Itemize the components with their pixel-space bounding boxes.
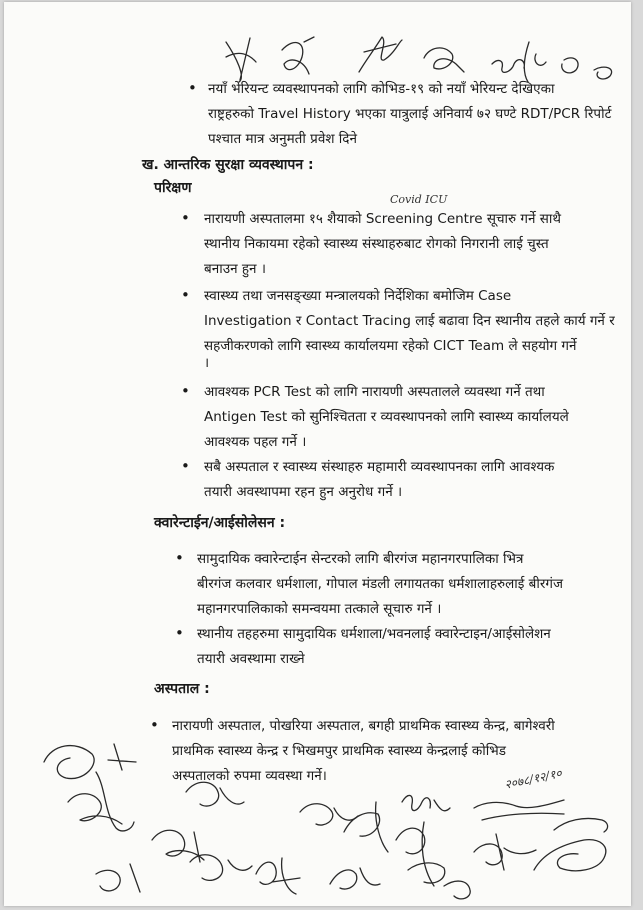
testing-bullet-1-line-2: स्थानीय निकायमा रहेको स्वास्थ्य संस्थाहरुबाट रोगको निगरानी लाई चुस्त: [204, 236, 549, 252]
signature-bottom-11: [402, 795, 450, 810]
testing-bullet-3-line-1: आवश्यक PCR Test को लागि नारायणी अस्पतालले व्यवस्था गर्ने तथा: [204, 384, 545, 400]
top-bullet-line-2: राष्ट्रहरुको Travel History भएका यात्रुलाई अनिवार्य ७२ घण्टे RDT/PCR रिपोर्ट: [208, 106, 612, 122]
testing-bullet-1-line-1: नारायणी अस्पतालमा १५ शैयाको Screening Centre सूचारु गर्ने साथै: [204, 211, 562, 227]
signature-bottom-12: [330, 868, 380, 889]
top-bullet-line-3: पश्चात मात्र अनुमती प्रवेश दिने: [208, 131, 357, 147]
hospital-bullet-1-line-3: अस्पतालको रुपमा व्यवस्था गर्ने।: [172, 768, 327, 784]
testing-bullet-4-line-1: सबै अस्पताल र स्वास्थ्य संस्थाहरु महामारी व्यवस्थापनका लागि आवश्यक: [204, 459, 555, 475]
testing-bullet-3-line-3: आवश्यक पहल गर्ने ।: [204, 434, 307, 450]
top-bullet-line-1: नयाँ भेरियन्ट व्यवस्थापनको लागि कोभिड-१९ को नयाँ भेरियन्ट देखिएका: [208, 81, 555, 97]
quarantine-bullet-1-line-1: सामुदायिक क्वारेन्टाईन सेन्टरको लागि बीरगंज महानगरपालिका भित्र: [197, 551, 524, 567]
bullet-marker: •: [175, 549, 184, 567]
signature-bottom-16: [474, 834, 536, 870]
bullet-marker: •: [181, 286, 190, 304]
testing-bullet-1-line-3: बनाउन हुन ।: [204, 261, 266, 277]
signature-bottom-10: [344, 802, 388, 852]
signature-bottom-4: [186, 782, 244, 806]
signature-bottom-14: [444, 881, 470, 899]
quarantine-bullet-2-line-2: तयारी अवस्थामा राख्ने: [197, 651, 305, 667]
section-heading-quarantine: क्वारेन्टाईन/आईसोलेसन :: [154, 515, 286, 531]
bullet-marker: •: [181, 382, 190, 400]
signature-top-1: [226, 38, 256, 82]
hospital-bullet-1-line-1: नारायणी अस्पताल, पोखरिया अस्पताल, बगही प्राथमिक स्वास्थ्य केन्द्र, बागेश्वरी: [172, 718, 555, 734]
quarantine-bullet-1-line-2: बीरगंज कलवार धर्मशाला, गोपाल मंडली लगायतका धर्मशालाहरुलाई बीरगंज: [197, 576, 563, 592]
testing-bullet-2-line-1: स्वास्थ्य तथा जनसङ्ख्या मन्त्रालयको निर्देशिका बमोजिम Case: [204, 288, 512, 304]
testing-bullet-2-line-3: सहजीकरणको लागि स्वास्थ्य कार्यालयमा रहेको CICT Team ले सहयोग गर्ने: [204, 338, 577, 354]
signature-top-3: [359, 37, 402, 72]
testing-bullet-2-line-2: Investigation र Contact Tracing लाई बढावा दिन स्थानीय तहले कार्य गर्ने र: [204, 313, 615, 329]
sub-heading-testing: परिक्षण: [154, 180, 192, 196]
signature-bottom-9: [300, 804, 358, 825]
signature-bottom-7: [96, 864, 140, 892]
bullet-marker: •: [150, 716, 159, 734]
signature-top-4: [424, 48, 464, 72]
signature-bottom-8: [256, 858, 300, 894]
hospital-bullet-1-line-2: प्राथमिक स्वास्थ्य केन्द्र र भिखमपुर प्राथमिक स्वास्थ्य केन्द्रलाई कोभिड: [172, 743, 506, 759]
testing-bullet-2-line-4: ।: [204, 355, 210, 371]
document-page: [4, 2, 631, 906]
signature-bottom-3: [96, 772, 134, 831]
signature-bottom-13: [396, 822, 445, 886]
signature-bottom-18: [554, 818, 608, 832]
handwritten-note: Covid ICU: [390, 193, 448, 206]
bullet-marker: •: [181, 209, 190, 227]
section-heading-hospital: अस्पताल :: [154, 681, 210, 697]
signature-bottom-17: [534, 840, 606, 871]
handwritten-date: २०७८/१२/१०: [503, 766, 563, 792]
signature-bottom-5: [152, 830, 204, 862]
signature-top-2: [282, 37, 314, 74]
signature-bottom-6: [190, 855, 252, 881]
testing-bullet-4-line-2: तयारी अवस्थापमा रहन हुन अनुरोध गर्ने ।: [204, 484, 403, 500]
quarantine-bullet-2-line-1: स्थानीय तहहरुमा सामुदायिक धर्मशाला/भवनलाई क्वारेन्टाइन/आईसोलेशन: [197, 626, 551, 642]
bullet-marker: •: [188, 79, 197, 97]
quarantine-bullet-1-line-3: महानगरपालिकाको समन्वयमा तत्काले सूचारु गर्ने ।: [197, 601, 442, 617]
signature-bottom-15: [474, 800, 564, 820]
bullet-marker: •: [181, 457, 190, 475]
testing-bullet-3-line-2: Antigen Test को सुनिश्चितता र व्यवस्थापनको लागि स्वास्थ्य कार्यालयले: [204, 409, 569, 425]
bullet-marker: •: [175, 624, 184, 642]
signature-top-5: [492, 42, 546, 82]
section-heading-internal-security: ख. आन्तरिक सुरक्षा व्यवस्थापन :: [142, 157, 314, 173]
signature-top-6: [562, 58, 612, 79]
signature-bottom-1: [44, 744, 136, 779]
signature-bottom-2: [68, 794, 122, 824]
